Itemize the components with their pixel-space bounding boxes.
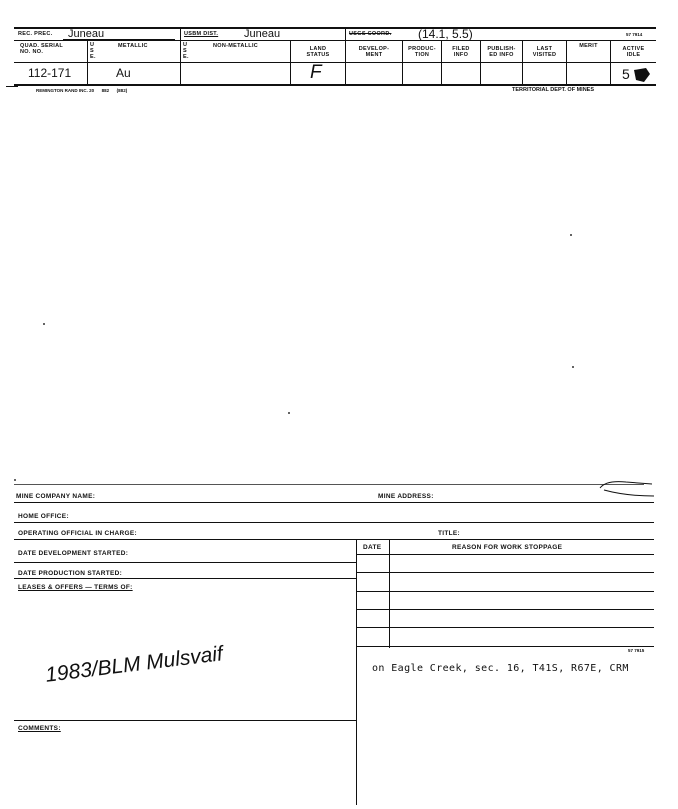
- stamp-mark-icon: [632, 66, 654, 84]
- date-prod-label: DATE PRODUCTION STARTED:: [18, 570, 123, 577]
- row-rule: [14, 502, 654, 503]
- rec-prec-label: REC. PREC.: [18, 31, 53, 37]
- stoppage-rule: [356, 646, 654, 647]
- footer-left-text: REMINGTON RAND INC. 20 882 (882): [36, 88, 128, 93]
- production-label: PRODUC- TION: [408, 46, 436, 58]
- comments-label: COMMENTS:: [18, 725, 61, 732]
- land-status-value: F: [310, 62, 322, 83]
- merit-value: 5: [622, 66, 630, 82]
- nonmetallic-label: NON-METALLIC: [213, 43, 259, 49]
- paper-speck: [570, 234, 572, 236]
- form-code-bottom: 57 7915: [628, 648, 645, 653]
- quad-serial-value: 112-171: [28, 66, 72, 80]
- operating-official-label: OPERATING OFFICIAL IN CHARGE:: [18, 530, 137, 537]
- mine-address-label: MINE ADDRESS:: [378, 493, 434, 500]
- metallic-value: Au: [116, 66, 131, 80]
- row-rule: [14, 539, 654, 540]
- land-status-label: LAND STATUS: [306, 46, 330, 58]
- form-code-top: 57 7914: [626, 32, 643, 37]
- stoppage-rule: [356, 591, 654, 592]
- edge-tick: [6, 86, 18, 87]
- header-row-rule: [14, 62, 656, 63]
- paper-speck: [288, 412, 290, 414]
- merit-label: MERIT: [579, 43, 598, 49]
- stoppage-rule: [356, 572, 654, 573]
- header-top-rule: [14, 27, 656, 29]
- metallic-label: METALLIC: [118, 43, 148, 49]
- published-info-label: PUBLISH- ED INFO: [487, 46, 516, 58]
- filed-info-label: FILED INFO: [452, 46, 470, 58]
- section-divider: [356, 540, 357, 805]
- col-rule: [87, 40, 88, 84]
- col-rule: [290, 40, 291, 84]
- footer-right-text: TERRITORIAL DEPT. OF MINES: [512, 87, 594, 93]
- date-col-label: DATE: [363, 544, 382, 551]
- rec-prec-underline: [63, 39, 175, 40]
- location-text: on Eagle Creek, sec. 16, T41S, R67E, CRM: [372, 663, 629, 674]
- row-rule: [14, 562, 356, 563]
- reason-col-label: REASON FOR WORK STOPPAGE: [452, 544, 563, 551]
- paper-speck: [43, 323, 45, 325]
- stoppage-rule: [356, 554, 654, 555]
- use-nonmetal-label: U S E.: [183, 42, 189, 60]
- stoppage-rule: [356, 609, 654, 610]
- use-metal-label: U S E.: [90, 42, 96, 60]
- row-rule: [14, 720, 356, 721]
- col-rule: [180, 27, 181, 84]
- quad-serial-label: QUAD. SERIAL NO. NO.: [20, 43, 64, 55]
- handwritten-note: 1983/BLM Mulsvaif: [44, 642, 225, 687]
- development-label: DEVELOP- MENT: [358, 46, 390, 58]
- usgs-coord-label: USGS COORD.: [349, 31, 392, 37]
- row-rule: [14, 522, 654, 523]
- usgs-coord-value: (14.1, 5.5): [418, 27, 473, 41]
- header-mid-rule: [14, 40, 656, 41]
- last-visited-label: LAST VISITED: [532, 46, 557, 58]
- card-edge-rule: [14, 484, 644, 485]
- stoppage-rule: [356, 627, 654, 628]
- date-col-rule: [389, 540, 390, 648]
- date-dev-label: DATE DEVELOPMENT STARTED:: [18, 550, 129, 557]
- home-office-label: HOME OFFICE:: [18, 513, 69, 520]
- mine-company-label: MINE COMPANY NAME:: [16, 493, 96, 500]
- active-idle-label: ACTIVE IDLE: [622, 46, 645, 58]
- usgm-dist-value: Juneau: [244, 28, 281, 40]
- header-bottom-rule: [14, 84, 656, 86]
- title-label: TITLE:: [438, 530, 461, 537]
- paper-speck: [572, 366, 574, 368]
- rec-prec-value: Juneau: [68, 28, 105, 40]
- leases-label: LEASES & OFFERS — TERMS OF:: [18, 584, 133, 591]
- card-curl-icon: [596, 478, 656, 500]
- row-rule: [14, 578, 356, 579]
- usgm-dist-label: USBM DIST.: [184, 31, 219, 37]
- paper-speck: [14, 479, 16, 481]
